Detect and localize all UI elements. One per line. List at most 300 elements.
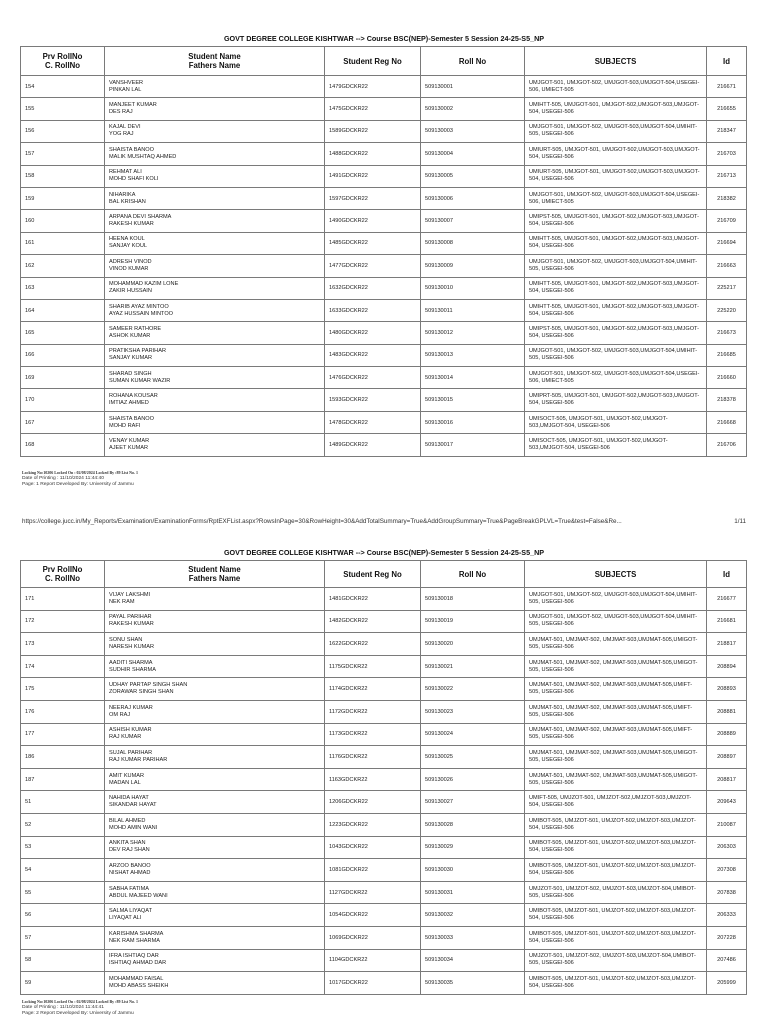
subjects-cell: UMIBOT-505, UMJZOT-501, UMJZOT-502,UMJZOT-503,UMJZOT-504, USEGEI-506 [525,813,707,836]
subjects-cell: UMIPST-505, UMJGOT-501, UMJGOT-502,UMJGOT-503,UMJGOT-504, USEGEI-506 [525,322,707,344]
table-row [21,723,747,746]
id-cell: 216681 [707,610,747,633]
fathers-name: NISHAT AHMAD [109,869,151,876]
student-name: PRATIKSHA PARIHAR [109,348,166,355]
subjects-cell: UMJGOT-501, UMJGOT-502, UMJGOT-503,UMJGOT-504,UMIHIT-505, USEGEI-506 [525,588,707,611]
student-name: ARPANA DEVI SHARMA [109,214,172,221]
roll-no-cell: 509130017 [421,434,525,456]
roll-no-cell: 509130016 [421,411,525,433]
subjects-cell: UMJMAT-501, UMJMAT-502, UMJMAT-503,UMJMAT-505,UMIFT-505, USEGEI-506 [525,700,707,723]
fathers-name: SUMAN KUMAR WAZIR [109,377,171,384]
student-name-cell [105,859,325,882]
col-roll-no: Roll No [421,561,525,588]
subjects-cell: UMJMAT-501, UMJMAT-502, UMJMAT-503,UMJMAT-505,UMIGOT-505, USEGEI-506 [525,768,707,791]
prv-rollno-cell: 163 [21,277,105,299]
student-reg-no-cell: 1069GDCKR22 [325,926,421,949]
id-cell: 207308 [707,859,747,882]
student-name-cell [105,791,325,814]
student-name: AADITI SHARMA [109,659,153,666]
id-cell: 216655 [707,98,747,120]
student-name: SAMEER RATHORE [109,325,162,332]
id-cell: 206333 [707,904,747,927]
subjects-cell: UMIBOT-505, UMJZOT-501, UMJZOT-502,UMJZOT-503,UMJZOT-504, USEGEI-506 [525,836,707,859]
student-name-cell [105,972,325,995]
subjects-cell: UMIPRT-505, UMJGOT-501, UMJGOT-502,UMJGOT-503,UMJGOT-504, USEGEI-506 [525,389,707,411]
prv-rollno-cell: 166 [21,344,105,366]
prv-rollno-cell: 165 [21,322,105,344]
fathers-name: IMTIAZ AHMED [109,400,149,407]
prv-rollno-cell: 175 [21,678,105,701]
table-row [21,76,747,98]
roll-no-cell: 509130032 [421,904,525,927]
student-name: ANKITA SHAN [109,840,146,847]
subjects-cell: UMJMAT-501, UMJMAT-502, UMJMAT-503,UMJMAT-505,UMIGOT-505, USEGEI-506 [525,633,707,656]
fathers-name: AYAZ HUSSAIN MINTOO [109,310,174,317]
roll-no-cell: 509130023 [421,700,525,723]
report-title: GOVT DEGREE COLLEGE KISHTWAR --> Course BSC(NEP)-Semester 5 Session 24-25-S5_NP [223,34,545,43]
student-name-cell [105,277,325,299]
student-reg-no-cell: 1174GDCKR22 [325,678,421,701]
fathers-name: VINOD KUMAR [109,265,149,272]
page-footer [22,470,138,488]
subjects-cell: UMIURT-505, UMJGOT-501, UMJGOT-502,UMJGOT-503,UMJGOT-504, USEGEI-506 [525,165,707,187]
roll-no-cell: 509130022 [421,678,525,701]
student-name-cell [105,76,325,98]
subjects-cell: UMJGOT-501, UMJGOT-502, UMJGOT-503,UMJGOT-504,UMIHIT-505, USEGEI-506 [525,610,707,633]
student-name-cell [105,655,325,678]
student-reg-no-cell: 1173GDCKR22 [325,723,421,746]
roll-no-cell: 509130004 [421,143,525,165]
student-name: SHARIB AYAZ MINTOO [109,303,169,310]
id-cell: 208881 [707,700,747,723]
prv-rollno-cell: 55 [21,881,105,904]
fathers-name: SANJAY KUMAR [109,355,152,362]
subjects-cell: UMIHTT-505, UMJGOT-501, UMJGOT-502,UMJGOT-503,UMJGOT-504, USEGEI-506 [525,299,707,321]
locking-info: Locking No:10206 Locked On : 02/08/2024 Locked By :89 List No. 1 [22,999,139,1004]
prv-rollno-cell: 54 [21,859,105,882]
student-reg-no-cell: 1475GDCKR22 [325,98,421,120]
fathers-name: RAJ KUMAR PARIHAR [109,756,168,763]
table-row [21,904,747,927]
roll-no-cell: 509130019 [421,610,525,633]
table-row [21,813,747,836]
student-name-cell [105,120,325,142]
subjects-cell: UMJMAT-501, UMJMAT-502, UMJMAT-503,UMJMAT-505,UMIGOT-505, USEGEI-506 [525,746,707,769]
student-name: VANSHVEER [109,79,144,86]
student-name-cell [105,610,325,633]
table-row [21,678,747,701]
table-row [21,926,747,949]
student-reg-no-cell: 1478GDCKR22 [325,411,421,433]
roll-no-cell: 509130001 [421,76,525,98]
student-reg-no-cell: 1482GDCKR22 [325,610,421,633]
id-cell: 206303 [707,836,747,859]
student-name-cell [105,255,325,277]
student-name: HEENA KOUL [109,236,145,243]
roll-no-cell: 509130027 [421,791,525,814]
fathers-name: MOHD SHAFI KOLI [109,176,159,183]
prv-rollno-cell: 155 [21,98,105,120]
report-page-2 [0,548,768,1016]
student-name-cell [105,232,325,254]
student-name-cell [105,723,325,746]
roll-no-cell: 509130015 [421,389,525,411]
student-name-cell [105,344,325,366]
table-row [21,277,747,299]
id-cell: 207228 [707,926,747,949]
roll-no-cell: 509130008 [421,232,525,254]
student-reg-no-cell: 1633GDCKR22 [325,299,421,321]
roll-no-cell: 509130021 [421,655,525,678]
col-student-name: Student Name Fathers Name [105,47,325,76]
student-name-cell [105,881,325,904]
table-row [21,187,747,209]
student-reg-no-cell: 1593GDCKR22 [325,389,421,411]
student-reg-no-cell: 1632GDCKR22 [325,277,421,299]
roll-no-cell: 509130025 [421,746,525,769]
fathers-name: YOG RAJ [109,131,134,138]
prv-rollno-cell: 158 [21,165,105,187]
prv-rollno-cell: 56 [21,904,105,927]
fathers-name: SIKANDAR HAYAT [109,802,157,809]
student-name-cell [105,434,325,456]
table-header-row [21,561,747,588]
prv-rollno-cell: 59 [21,972,105,995]
page-indicator: 1/11 [734,518,746,525]
table-row [21,700,747,723]
fathers-name: ZAKIR HUSSAIN [109,288,152,295]
student-reg-no-cell: 1488GDCKR22 [325,143,421,165]
table-row [21,972,747,995]
fathers-name: ABDUL MAJEED WANI [109,892,168,899]
prv-rollno-cell: 52 [21,813,105,836]
col-prv-rollno: Prv RollNo C. RollNo [21,561,105,588]
prv-rollno-cell: 159 [21,187,105,209]
id-cell: 218347 [707,120,747,142]
student-reg-no-cell: 1479GDCKR22 [325,76,421,98]
id-cell: 207486 [707,949,747,972]
prv-rollno-cell: 174 [21,655,105,678]
student-reg-no-cell: 1490GDCKR22 [325,210,421,232]
student-name-cell [105,322,325,344]
student-name: KAJAL DEVI [109,124,141,131]
student-reg-no-cell: 1163GDCKR22 [325,768,421,791]
id-cell: 216713 [707,165,747,187]
col-subjects: SUBJECTS [525,47,707,76]
student-name: NEERAJ KUMAR [109,704,153,711]
fathers-name: NEK RAM [109,598,135,605]
prv-rollno-cell: 170 [21,389,105,411]
fathers-name: MOHD AMIN WANI [109,824,158,831]
fathers-name: OM RAJ [109,711,131,718]
table-row [21,120,747,142]
student-name: SUJAL PARIHAR [109,749,153,756]
roll-no-cell: 509130020 [421,633,525,656]
student-name-cell [105,700,325,723]
student-table [20,560,747,995]
fathers-name: RAKESH KUMAR [109,621,154,628]
subjects-cell: UMIBOT-505, UMJZOT-501, UMJZOT-502,UMJZOT-503,UMJZOT-504, USEGEI-506 [525,972,707,995]
prv-rollno-cell: 168 [21,434,105,456]
student-name-cell [105,768,325,791]
student-name: AMIT KUMAR [109,772,145,779]
fathers-name: MOHD RAFI [109,422,141,429]
student-name: REHMAT ALI [109,169,142,176]
fathers-name: ZORAWAR SINGH SHAN [109,689,174,696]
student-name-cell [105,187,325,209]
fathers-name: MALIK MUSHTAQ AHMED [109,153,177,160]
table-row [21,588,747,611]
roll-no-cell: 509130018 [421,588,525,611]
student-name-cell [105,411,325,433]
roll-no-cell: 509130031 [421,881,525,904]
roll-no-cell: 509130028 [421,813,525,836]
student-reg-no-cell: 1476GDCKR22 [325,367,421,389]
student-name-cell [105,588,325,611]
student-name: MOHAMMAD KAZIM LONE [109,281,179,288]
student-name-cell [105,904,325,927]
id-cell: 208817 [707,768,747,791]
fathers-name: DEV RAJ SHAN [109,847,150,854]
student-name-cell [105,143,325,165]
roll-no-cell: 509130026 [421,768,525,791]
student-name: SHARAD SINGH [109,370,152,377]
prv-rollno-cell: 177 [21,723,105,746]
prv-rollno-cell: 186 [21,746,105,769]
student-name: PAYAL PARIHAR [109,614,152,621]
id-cell: 216706 [707,434,747,456]
id-cell: 208897 [707,746,747,769]
id-cell: 218817 [707,633,747,656]
subjects-cell: UMJZOT-501, UMJZOT-502, UMJZOT-503,UMJZOT-504,UMIBOT-505, USEGEI-506 [525,881,707,904]
roll-no-cell: 509130013 [421,344,525,366]
subjects-cell: UMIFT-505, UMJZOT-501, UMJZOT-502,UMJZOT-503,UMJZOT-504, USEGEI-506 [525,791,707,814]
student-reg-no-cell: 1480GDCKR22 [325,322,421,344]
student-name-cell [105,165,325,187]
table-row [21,210,747,232]
student-reg-no-cell: 1206GDCKR22 [325,791,421,814]
prv-rollno-cell: 57 [21,926,105,949]
student-name: SHAISTA BANOO [109,146,154,153]
student-reg-no-cell: 1017GDCKR22 [325,972,421,995]
prv-rollno-cell: 187 [21,768,105,791]
subjects-cell: UMIHTT-505, UMJGOT-501, UMJGOT-502,UMJGOT-503,UMJGOT-504, USEGEI-506 [525,232,707,254]
fathers-name: MADAN LAL [109,779,141,786]
table-row [21,411,747,433]
prv-rollno-cell: 172 [21,610,105,633]
table-row [21,836,747,859]
col-prv-rollno: Prv RollNo C. RollNo [21,47,105,76]
fathers-name: BAL KRISHAN [109,198,146,205]
table-row [21,344,747,366]
prv-rollno-cell: 58 [21,949,105,972]
roll-no-cell: 509130034 [421,949,525,972]
prv-rollno-cell: 167 [21,411,105,433]
subjects-cell: UMIHTT-505, UMJGOT-501, UMJGOT-502,UMJGOT-503,UMJGOT-504, USEGEI-506 [525,98,707,120]
id-cell: 216694 [707,232,747,254]
table-body [21,76,747,457]
prv-rollno-cell: 53 [21,836,105,859]
prv-rollno-cell: 160 [21,210,105,232]
id-cell: 216685 [707,344,747,366]
roll-no-cell: 509130029 [421,836,525,859]
student-name-cell [105,926,325,949]
subjects-cell: UMJGOT-501, UMJGOT-502, UMJGOT-503,UMJGOT-504,USEGEI-506, UMIECT-505 [525,76,707,98]
student-name: VENAY KUMAR [109,437,150,444]
subjects-cell: UMJMAT-501, UMJMAT-502, UMJMAT-503,UMJMAT-505,UMIFT-505, USEGEI-506 [525,723,707,746]
student-reg-no-cell: 1481GDCKR22 [325,588,421,611]
subjects-cell: UMIBOT-505, UMJZOT-501, UMJZOT-502,UMJZOT-503,UMJZOT-504, USEGEI-506 [525,904,707,927]
student-name: SALMA LIYAQAT [109,908,153,915]
id-cell: 216671 [707,76,747,98]
fathers-name: NARESH KUMAR [109,643,155,650]
table-row [21,746,747,769]
table-row [21,299,747,321]
student-name: ASHISH KUMAR [109,727,152,734]
student-name-cell [105,210,325,232]
student-name: MANJEET KUMAR [109,102,157,109]
id-cell: 216668 [707,411,747,433]
student-name: NAHIDA HAYAT [109,795,149,802]
prv-rollno-cell: 164 [21,299,105,321]
student-reg-no-cell: 1483GDCKR22 [325,344,421,366]
student-name-cell [105,633,325,656]
student-reg-no-cell: 1172GDCKR22 [325,700,421,723]
col-student-reg-no: Student Reg No [325,561,421,588]
table-body [21,588,747,995]
roll-no-cell: 509130003 [421,120,525,142]
report-title: GOVT DEGREE COLLEGE KISHTWAR --> Course BSC(NEP)-Semester 5 Session 24-25-S5_NP [223,548,545,557]
student-name-cell [105,678,325,701]
student-name: MOHAMMAD FAISAL [109,975,164,982]
print-date: Date of Printing : 11/10/2024 11:44:40 [22,476,104,481]
subjects-cell: UMIBOT-505, UMJZOT-501, UMJZOT-502,UMJZOT-503,UMJZOT-504, USEGEI-506 [525,926,707,949]
table-row [21,633,747,656]
id-cell: 207838 [707,881,747,904]
subjects-cell: UMIHTT-505, UMJGOT-501, UMJGOT-502,UMJGOT-503,UMJGOT-504, USEGEI-506 [525,277,707,299]
student-reg-no-cell: 1223GDCKR22 [325,813,421,836]
subjects-cell: UMIURT-505, UMJGOT-501, UMJGOT-502,UMJGOT-503,UMJGOT-504, USEGEI-506 [525,143,707,165]
roll-no-cell: 509130005 [421,165,525,187]
prv-rollno-cell: 171 [21,588,105,611]
student-name-cell [105,813,325,836]
table-row [21,98,747,120]
student-name-cell [105,836,325,859]
id-cell: 216703 [707,143,747,165]
col-subjects: SUBJECTS [525,561,707,588]
fathers-name: SUDHIR SHARMA [109,666,156,673]
id-cell: 210087 [707,813,747,836]
student-name: ADRESH VINOD [109,258,152,265]
student-name-cell [105,389,325,411]
subjects-cell: UMJGOT-501, UMJGOT-502, UMJGOT-503,UMJGOT-504,UMIHIT-505, USEGEI-506 [525,344,707,366]
student-reg-no-cell: 1176GDCKR22 [325,746,421,769]
prv-rollno-cell: 51 [21,791,105,814]
subjects-cell: UMISOCT-505, UMJGOT-501, UMJGOT-502,UMJGOT-503,UMJGOT-504, USEGEI-506 [525,434,707,456]
prv-rollno-cell: 156 [21,120,105,142]
prv-rollno-cell: 169 [21,367,105,389]
subjects-cell: UMIPST-505, UMJGOT-501, UMJGOT-502,UMJGOT-503,UMJGOT-504, USEGEI-506 [525,210,707,232]
table-row [21,859,747,882]
roll-no-cell: 509130024 [421,723,525,746]
roll-no-cell: 509130033 [421,926,525,949]
id-cell: 208894 [707,655,747,678]
id-cell: 216677 [707,588,747,611]
table-row [21,165,747,187]
fathers-name: AJEET KUMAR [109,444,149,451]
subjects-cell: UMJMAT-501, UMJMAT-502, UMJMAT-503,UMJMAT-505,UMIFT-505, USEGEI-506 [525,678,707,701]
table-row [21,255,747,277]
student-reg-no-cell: 1127GDCKR22 [325,881,421,904]
student-name: SABHA FATIMA [109,885,149,892]
col-student-name: Student Name Fathers Name [105,561,325,588]
student-name: SONU SHAN [109,636,143,643]
fathers-name: DES RAJ [109,109,133,116]
developed-by: Page: 2 Report Developed By: University of Jammu [22,1011,134,1016]
col-id: Id [707,561,747,588]
student-reg-no-cell: 1491GDCKR22 [325,165,421,187]
student-reg-no-cell: 1104GDCKR22 [325,949,421,972]
table-row [21,143,747,165]
fathers-name: NEK RAM SHARMA [109,937,160,944]
id-cell: 218378 [707,389,747,411]
student-name: KARISHMA SHARMA [109,930,164,937]
roll-no-cell: 509130002 [421,98,525,120]
subjects-cell: UMJGOT-501, UMJGOT-502, UMJGOT-503,UMJGOT-504,UMIHIT-505, USEGEI-506 [525,255,707,277]
id-cell: 209643 [707,791,747,814]
roll-no-cell: 509130009 [421,255,525,277]
subjects-cell: UMJGOT-501, UMJGOT-502, UMJGOT-503,UMJGOT-504,USEGEI-506, UMIECT-505 [525,187,707,209]
subjects-cell: UMJMAT-501, UMJMAT-502, UMJMAT-503,UMJMAT-505,UMIGOT-505, USEGEI-506 [525,655,707,678]
student-reg-no-cell: 1489GDCKR22 [325,434,421,456]
id-cell: 216660 [707,367,747,389]
student-name: SHAISTA BANOO [109,415,154,422]
student-reg-no-cell: 1477GDCKR22 [325,255,421,277]
student-reg-no-cell: 1175GDCKR22 [325,655,421,678]
roll-no-cell: 509130035 [421,972,525,995]
prv-rollno-cell: 173 [21,633,105,656]
table-row [21,389,747,411]
roll-no-cell: 509130012 [421,322,525,344]
prv-rollno-cell: 157 [21,143,105,165]
student-name: BILAL AHMED [109,817,146,824]
table-header-row [21,47,747,76]
fathers-name: LIYAQAT ALI [109,915,142,922]
developed-by: Page: 1 Report Developed By: University of Jammu [22,482,134,487]
col-roll-no: Roll No [421,47,525,76]
table-row [21,434,747,456]
subjects-cell: UMJZOT-501, UMJZOT-502, UMJZOT-503,UMJZOT-504,UMIBOT-505, USEGEI-506 [525,949,707,972]
student-reg-no-cell: 1589GDCKR22 [325,120,421,142]
table-row [21,881,747,904]
table-row [21,367,747,389]
print-date: Date of Printing : 11/10/2024 11:44:41 [22,1005,104,1010]
fathers-name: RAKESH KUMAR [109,221,154,228]
roll-no-cell: 509130010 [421,277,525,299]
prv-rollno-cell: 154 [21,76,105,98]
fathers-name: ASHOK KUMAR [109,332,151,339]
roll-no-cell: 509130030 [421,859,525,882]
student-reg-no-cell: 1043GDCKR22 [325,836,421,859]
id-cell: 208889 [707,723,747,746]
locking-info: Locking No:10206 Locked On : 02/08/2024 Locked By :89 List No. 1 [22,470,139,475]
id-cell: 208893 [707,678,747,701]
fathers-name: RAJ KUMAR [109,734,142,741]
student-name-cell [105,949,325,972]
col-id: Id [707,47,747,76]
table-row [21,949,747,972]
roll-no-cell: 509130007 [421,210,525,232]
